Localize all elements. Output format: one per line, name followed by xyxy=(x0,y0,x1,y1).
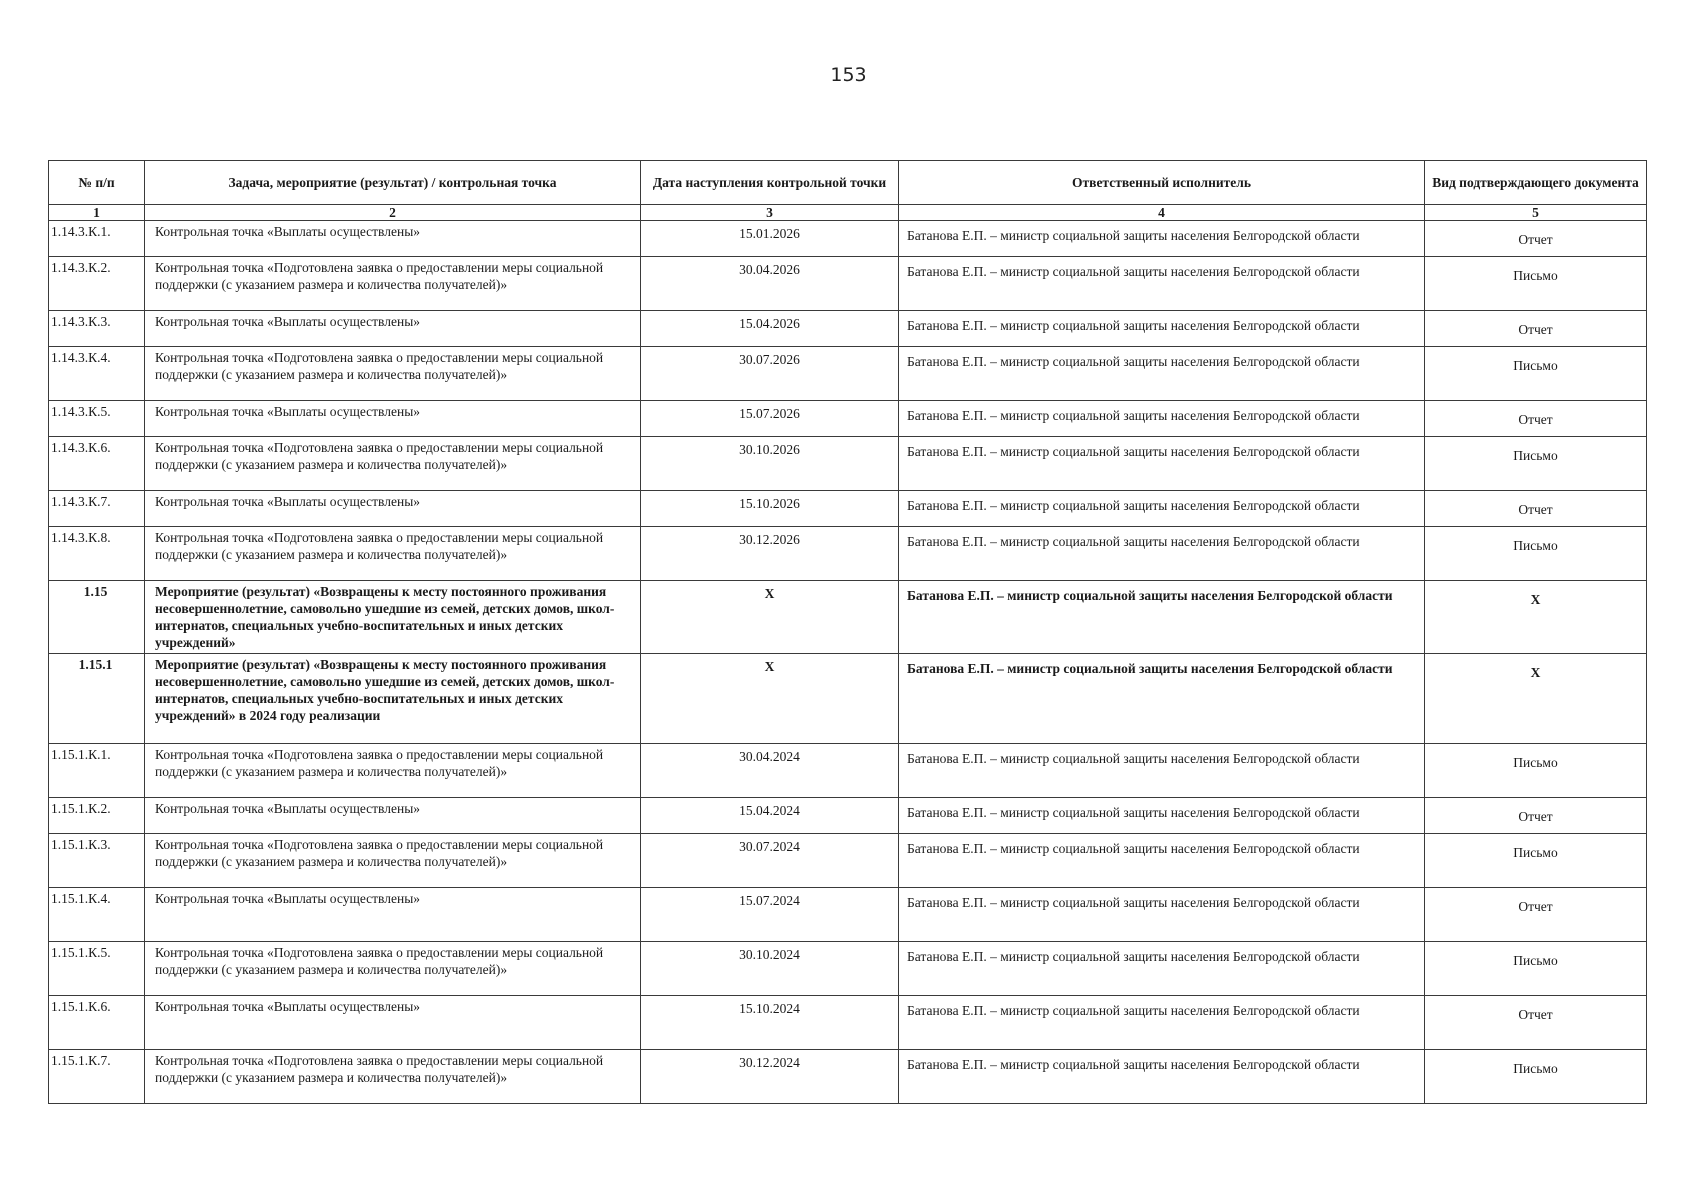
row-responsible: Батанова Е.П. – министр социальной защиты населения Белгородской области xyxy=(899,942,1425,996)
row-number: 1.15.1.К.1. xyxy=(49,744,145,798)
row-date: 15.07.2026 xyxy=(641,401,899,437)
row-number: 1.15.1.К.2. xyxy=(49,798,145,834)
header-date: Дата наступления контрольной точки xyxy=(641,161,899,205)
row-number: 1.15 xyxy=(49,581,145,654)
row-document: Письмо xyxy=(1425,1050,1647,1104)
table-row xyxy=(49,581,1647,654)
header-task: Задача, мероприятие (результат) / контрольная точка xyxy=(145,161,641,205)
row-task: Мероприятие (результат) «Возвращены к месту постоянного проживания несовершеннолетние, самовольно ушедшие из семей, детских домов, школ-интернатов, специальных учебно-воспитательных и иных детских учреждений» xyxy=(145,581,641,654)
table-header xyxy=(49,161,1647,221)
row-document: Отчет xyxy=(1425,491,1647,527)
row-document: Письмо xyxy=(1425,527,1647,581)
row-task: Контрольная точка «Подготовлена заявка о предоставлении меры социальной поддержки (с указанием размера и количества получателей)» xyxy=(145,257,641,311)
row-task: Контрольная точка «Выплаты осуществлены» xyxy=(145,798,641,834)
row-task: Контрольная точка «Подготовлена заявка о предоставлении меры социальной поддержки (с указанием размера и количества получателей)» xyxy=(145,942,641,996)
row-number: 1.14.3.К.8. xyxy=(49,527,145,581)
row-date: 30.10.2026 xyxy=(641,437,899,491)
header-document: Вид подтверждающего документа xyxy=(1425,161,1647,205)
row-task: Контрольная точка «Выплаты осуществлены» xyxy=(145,401,641,437)
row-responsible: Батанова Е.П. – министр социальной защиты населения Белгородской области xyxy=(899,654,1425,744)
row-task: Контрольная точка «Подготовлена заявка о предоставлении меры социальной поддержки (с указанием размера и количества получателей)» xyxy=(145,347,641,401)
table-row xyxy=(49,1050,1647,1104)
control-points-table xyxy=(48,160,1647,1104)
table-body xyxy=(49,221,1647,1104)
table-row xyxy=(49,654,1647,744)
table-row xyxy=(49,491,1647,527)
row-task: Контрольная точка «Подготовлена заявка о предоставлении меры социальной поддержки (с указанием размера и количества получателей)» xyxy=(145,1050,641,1104)
row-responsible: Батанова Е.П. – министр социальной защиты населения Белгородской области xyxy=(899,798,1425,834)
row-number: 1.15.1.К.3. xyxy=(49,834,145,888)
column-numbers-row xyxy=(49,205,1647,221)
row-date: 15.10.2026 xyxy=(641,491,899,527)
table-row xyxy=(49,347,1647,401)
row-number: 1.15.1 xyxy=(49,654,145,744)
row-responsible: Батанова Е.П. – министр социальной защиты населения Белгородской области xyxy=(899,401,1425,437)
row-date: 30.12.2024 xyxy=(641,1050,899,1104)
row-responsible: Батанова Е.П. – министр социальной защиты населения Белгородской области xyxy=(899,257,1425,311)
table-row xyxy=(49,798,1647,834)
row-document: Отчет xyxy=(1425,401,1647,437)
row-date: 15.04.2024 xyxy=(641,798,899,834)
column-number: 3 xyxy=(641,205,899,221)
row-date: X xyxy=(641,581,899,654)
table-row xyxy=(49,996,1647,1050)
row-task: Контрольная точка «Выплаты осуществлены» xyxy=(145,888,641,942)
row-date: 30.12.2026 xyxy=(641,527,899,581)
row-responsible: Батанова Е.П. – министр социальной защиты населения Белгородской области xyxy=(899,744,1425,798)
row-responsible: Батанова Е.П. – министр социальной защиты населения Белгородской области xyxy=(899,311,1425,347)
row-responsible: Батанова Е.П. – министр социальной защиты населения Белгородской области xyxy=(899,834,1425,888)
row-document: Письмо xyxy=(1425,744,1647,798)
row-date: 30.07.2024 xyxy=(641,834,899,888)
row-number: 1.15.1.К.6. xyxy=(49,996,145,1050)
row-document: Отчет xyxy=(1425,798,1647,834)
row-number: 1.14.3.К.2. xyxy=(49,257,145,311)
row-responsible: Батанова Е.П. – министр социальной защиты населения Белгородской области xyxy=(899,1050,1425,1104)
row-task: Контрольная точка «Подготовлена заявка о предоставлении меры социальной поддержки (с указанием размера и количества получателей)» xyxy=(145,834,641,888)
table-row xyxy=(49,437,1647,491)
column-number: 2 xyxy=(145,205,641,221)
page-number: 153 xyxy=(830,64,867,86)
table-row xyxy=(49,527,1647,581)
row-task: Контрольная точка «Выплаты осуществлены» xyxy=(145,311,641,347)
row-document: Отчет xyxy=(1425,221,1647,257)
row-document: Отчет xyxy=(1425,888,1647,942)
row-number: 1.14.3.К.6. xyxy=(49,437,145,491)
row-date: X xyxy=(641,654,899,744)
row-task: Контрольная точка «Подготовлена заявка о предоставлении меры социальной поддержки (с указанием размера и количества получателей)» xyxy=(145,744,641,798)
row-task: Мероприятие (результат) «Возвращены к месту постоянного проживания несовершеннолетние, самовольно ушедшие из семей, детских домов, школ-интернатов, специальных учебно-воспитательных и иных детских учреждений» в 2024 году реализации xyxy=(145,654,641,744)
column-number: 1 xyxy=(49,205,145,221)
row-document: Письмо xyxy=(1425,437,1647,491)
row-number: 1.14.3.К.3. xyxy=(49,311,145,347)
table-row xyxy=(49,834,1647,888)
column-number: 4 xyxy=(899,205,1425,221)
table-row xyxy=(49,221,1647,257)
row-document: X xyxy=(1425,654,1647,744)
row-document: Отчет xyxy=(1425,996,1647,1050)
table-row xyxy=(49,401,1647,437)
row-task: Контрольная точка «Выплаты осуществлены» xyxy=(145,221,641,257)
table-row xyxy=(49,311,1647,347)
table-row xyxy=(49,744,1647,798)
row-date: 30.04.2024 xyxy=(641,744,899,798)
row-responsible: Батанова Е.П. – министр социальной защиты населения Белгородской области xyxy=(899,437,1425,491)
row-number: 1.15.1.К.5. xyxy=(49,942,145,996)
header-number: № п/п xyxy=(49,161,145,205)
row-responsible: Батанова Е.П. – министр социальной защиты населения Белгородской области xyxy=(899,491,1425,527)
row-responsible: Батанова Е.П. – министр социальной защиты населения Белгородской области xyxy=(899,581,1425,654)
row-date: 30.10.2024 xyxy=(641,942,899,996)
row-date: 30.04.2026 xyxy=(641,257,899,311)
row-document: Отчет xyxy=(1425,311,1647,347)
row-date: 15.07.2024 xyxy=(641,888,899,942)
row-task: Контрольная точка «Выплаты осуществлены» xyxy=(145,996,641,1050)
row-document: Письмо xyxy=(1425,257,1647,311)
row-document: X xyxy=(1425,581,1647,654)
row-task: Контрольная точка «Подготовлена заявка о предоставлении меры социальной поддержки (с указанием размера и количества получателей)» xyxy=(145,437,641,491)
row-date: 15.04.2026 xyxy=(641,311,899,347)
row-date: 30.07.2026 xyxy=(641,347,899,401)
table-row xyxy=(49,942,1647,996)
table-row xyxy=(49,257,1647,311)
row-responsible: Батанова Е.П. – министр социальной защиты населения Белгородской области xyxy=(899,996,1425,1050)
row-document: Письмо xyxy=(1425,942,1647,996)
row-date: 15.10.2024 xyxy=(641,996,899,1050)
table-row xyxy=(49,888,1647,942)
row-responsible: Батанова Е.П. – министр социальной защиты населения Белгородской области xyxy=(899,221,1425,257)
row-number: 1.14.3.К.5. xyxy=(49,401,145,437)
row-number: 1.14.3.К.7. xyxy=(49,491,145,527)
row-responsible: Батанова Е.П. – министр социальной защиты населения Белгородской области xyxy=(899,347,1425,401)
row-number: 1.15.1.К.7. xyxy=(49,1050,145,1104)
row-document: Письмо xyxy=(1425,834,1647,888)
row-responsible: Батанова Е.П. – министр социальной защиты населения Белгородской области xyxy=(899,888,1425,942)
row-date: 15.01.2026 xyxy=(641,221,899,257)
row-responsible: Батанова Е.П. – министр социальной защиты населения Белгородской области xyxy=(899,527,1425,581)
row-document: Письмо xyxy=(1425,347,1647,401)
row-number: 1.14.3.К.4. xyxy=(49,347,145,401)
row-task: Контрольная точка «Выплаты осуществлены» xyxy=(145,491,641,527)
header-responsible: Ответственный исполнитель xyxy=(899,161,1425,205)
row-number: 1.15.1.К.4. xyxy=(49,888,145,942)
row-number: 1.14.3.К.1. xyxy=(49,221,145,257)
column-number: 5 xyxy=(1425,205,1647,221)
row-task: Контрольная точка «Подготовлена заявка о предоставлении меры социальной поддержки (с указанием размера и количества получателей)» xyxy=(145,527,641,581)
